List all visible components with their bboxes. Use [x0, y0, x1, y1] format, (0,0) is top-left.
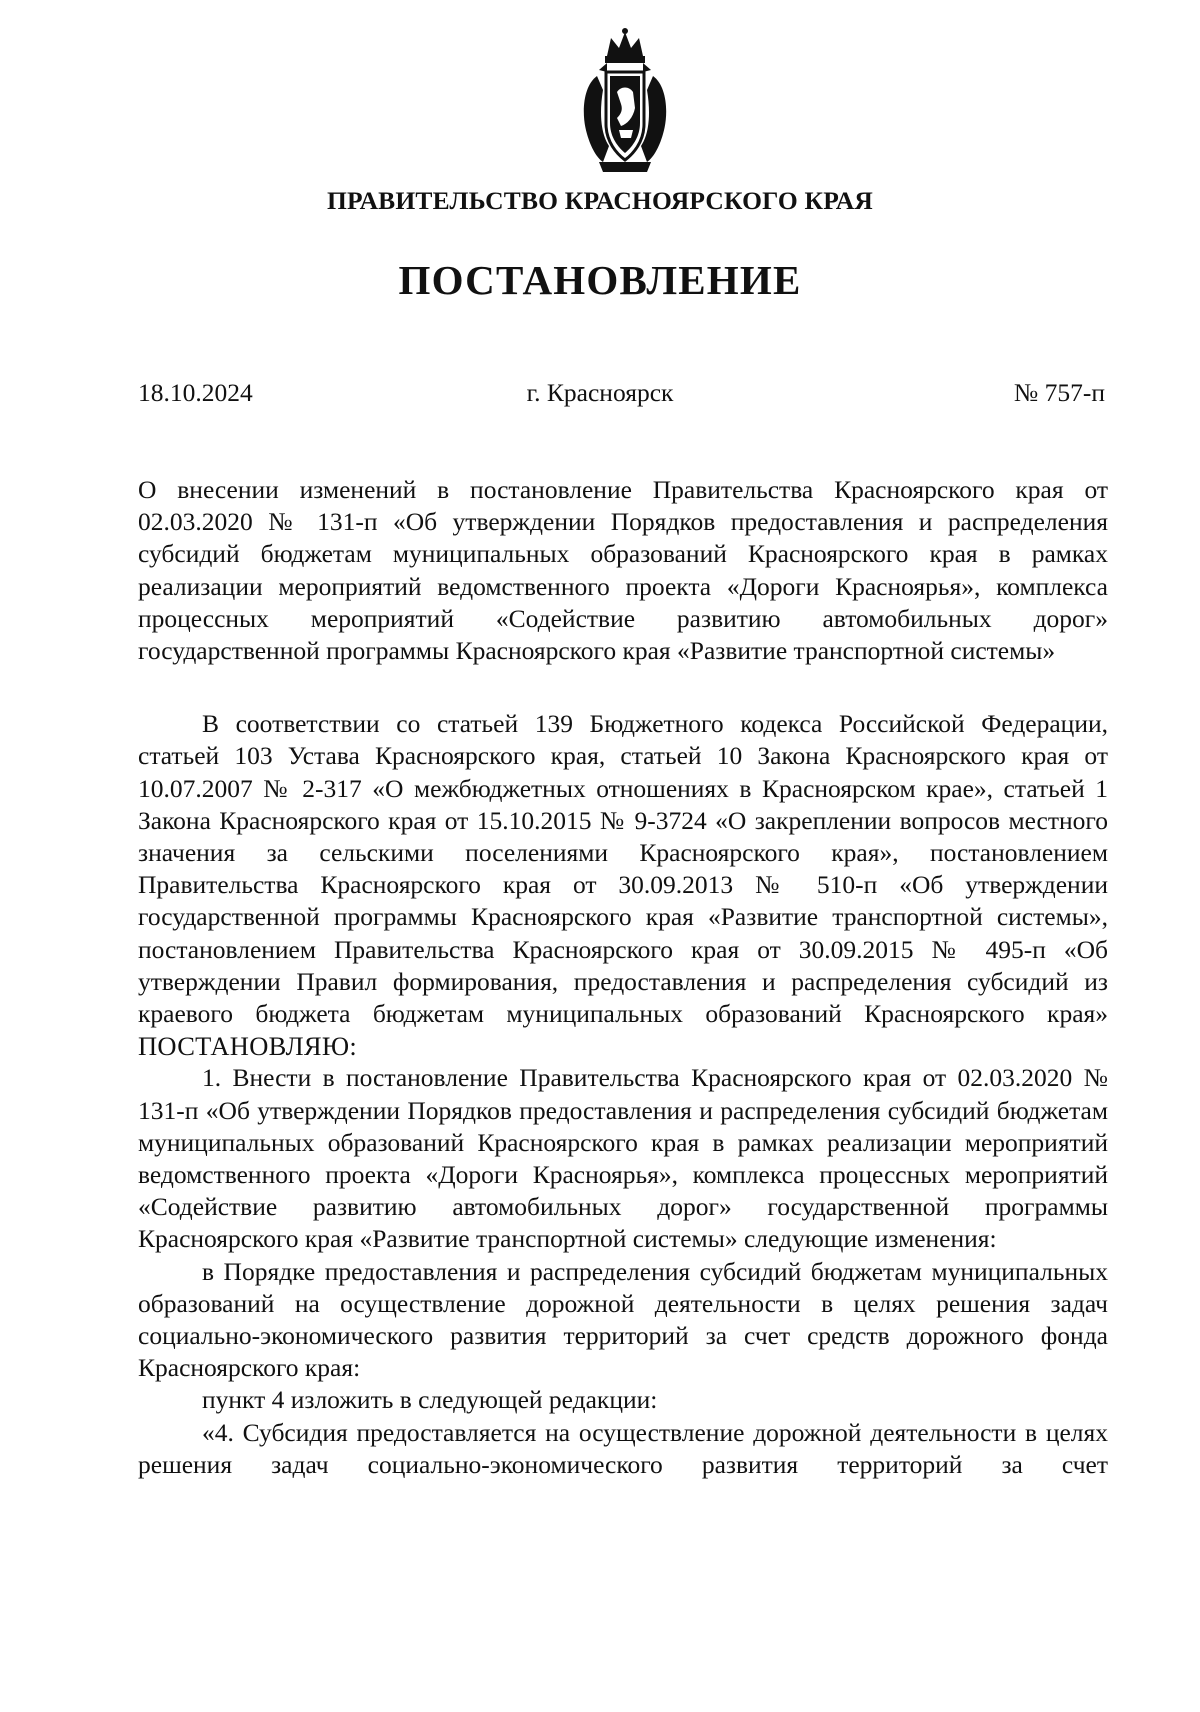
document-title: О внесении изменений в постановление Правительства Красноярского края от 02.03.2020 № 131-п «Об утверждении Порядков предоставления и распределения субсидий бюджетам муниципальных образований Красноярского края в рамках реализации мероприятий ведомственного проекта «Дороги Красноярья», комплекса процессных мероприятий «Содействие развитию автомобильных дорог» государственной программы Красноярского края «Развитие транспортной системы» — [138, 475, 1108, 666]
order-reference-paragraph: в Порядке предоставления и распределения субсидий бюджетам муниципальных образований на осуществление дорожной деятельности в целях решения задач социально-экономического развития территорий за счет средств дорожного фонда Красноярского края: — [138, 1256, 1108, 1383]
instruction-paragraph: пункт 4 изложить в следующей редакции: — [202, 1385, 658, 1415]
item-1-paragraph: 1. Внести в постановление Правительства Красноярского края от 02.03.2020 № 131-п «Об утверждении Порядков предоставления и распределения субсидий бюджетам муниципальных образований Красноярского края в рамках реализации мероприятий ведомственного проекта «Дороги Красноярья», комплекса процессных мероприятий «Содействие развитию автомобильных дорог» государственной программы Красноярского края «Развитие транспортной системы» следующие изменения: — [138, 1063, 1108, 1254]
document-city: г. Красноярск — [526, 378, 674, 407]
decree-word: ПОСТАНОВЛЯЮ: — [138, 1031, 358, 1062]
coat-of-arms-icon — [577, 26, 673, 176]
document-content — [138, 474, 1108, 1481]
document-number: № 757-п — [1013, 378, 1105, 407]
document-date: 18.10.2024 — [138, 378, 253, 407]
document-type-heading: ПОСТАНОВЛЕНИЕ — [398, 257, 802, 303]
organization-heading: ПРАВИТЕЛЬСТВО КРАСНОЯРСКОГО КРАЯ — [327, 186, 873, 215]
clause-4-paragraph: «4. Субсидия предоставляется на осуществление дорожной деятельности в целях решения задач социально-экономического развития территорий за счет — [138, 1417, 1108, 1479]
preamble-paragraph: В соответствии со статьей 139 Бюджетного кодекса Российской Федерации, статьей 103 Устава Красноярского края, статьей 10 Закона Красноярского края от 10.07.2007 № 2-317 «О межбюджетных отношениях в Красноярском крае», статьей 1 Закона Красноярского края от 15.10.2015 № 9-3724 «О закреплении вопросов местного значения за сельскими поселениями Красноярского края», постановлением Правительства Красноярского края от 30.09.2013 № 510-п «Об утверждении государственной программы Красноярского края «Развитие транспортной системы», постановлением Правительства Красноярского края от 30.09.2015 № 495-п «Об утверждении Правил формирования, предоставления и распределения субсидий из краевого бюджета бюджетам муниципальных образований Красноярского края» — [138, 709, 1108, 1029]
